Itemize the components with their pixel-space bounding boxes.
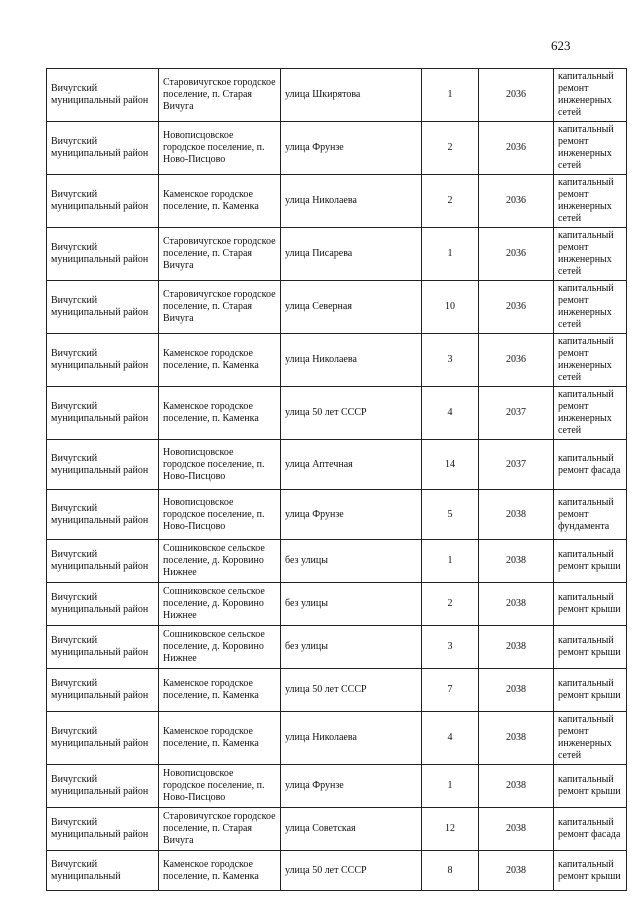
settlement-cell: Новописцовское городское поселение, п. Ново-Писцово [159, 490, 281, 540]
settlement-cell: Старовичугское городское поселение, п. Старая Вичуга [159, 808, 281, 851]
work-type-cell: капитальный ремонт инженерных сетей [554, 175, 627, 228]
table-row [47, 626, 627, 669]
work-type-cell: капитальный ремонт инженерных сетей [554, 228, 627, 281]
table-row [47, 808, 627, 851]
settlement-cell: Сошниковское сельское поселение, д. Коровино Нижнее [159, 540, 281, 583]
street-cell: улица Аптечная [281, 440, 422, 490]
settlement-cell: Каменское городское поселение, п. Каменка [159, 175, 281, 228]
settlement-cell: Каменское городское поселение, п. Каменка [159, 387, 281, 440]
work-type-cell: капитальный ремонт инженерных сетей [554, 712, 627, 765]
street-cell: улица Северная [281, 281, 422, 334]
house-number-cell: 10 [422, 281, 479, 334]
year-cell: 2036 [479, 122, 554, 175]
street-cell: улица Николаева [281, 712, 422, 765]
year-cell: 2038 [479, 540, 554, 583]
district-cell: Вичугский муниципальный район [47, 122, 159, 175]
house-number-cell: 1 [422, 540, 479, 583]
year-cell: 2038 [479, 712, 554, 765]
street-cell: улица Фрунзе [281, 490, 422, 540]
house-number-cell: 1 [422, 765, 479, 808]
house-number-cell: 1 [422, 228, 479, 281]
house-number-cell: 2 [422, 175, 479, 228]
table-row [47, 765, 627, 808]
year-cell: 2038 [479, 583, 554, 626]
street-cell: улица 50 лет СССР [281, 669, 422, 712]
page-number: 623 [551, 38, 571, 53]
table-row [47, 175, 627, 228]
district-cell: Вичугский муниципальный район [47, 281, 159, 334]
street-cell: улица 50 лет СССР [281, 387, 422, 440]
house-number-cell: 5 [422, 490, 479, 540]
work-type-cell: капитальный ремонт крыши [554, 851, 627, 891]
table-row [47, 228, 627, 281]
settlement-cell: Старовичугское городское поселение, п. Старая Вичуга [159, 228, 281, 281]
house-number-cell: 3 [422, 334, 479, 387]
year-cell: 2038 [479, 765, 554, 808]
work-type-cell: капитальный ремонт инженерных сетей [554, 281, 627, 334]
year-cell: 2038 [479, 851, 554, 891]
settlement-cell: Каменское городское поселение, п. Каменка [159, 334, 281, 387]
year-cell: 2038 [479, 626, 554, 669]
table-row [47, 334, 627, 387]
settlement-cell: Сошниковское сельское поселение, д. Коровино Нижнее [159, 626, 281, 669]
year-cell: 2037 [479, 440, 554, 490]
year-cell: 2037 [479, 387, 554, 440]
settlement-cell: Сошниковское сельское поселение, д. Коровино Нижнее [159, 583, 281, 626]
district-cell: Вичугский муниципальный район [47, 669, 159, 712]
table-row [47, 583, 627, 626]
housing-repair-table [46, 68, 627, 891]
settlement-cell: Каменское городское поселение, п. Каменка [159, 851, 281, 891]
house-number-cell: 4 [422, 712, 479, 765]
district-cell: Вичугский муниципальный [47, 851, 159, 891]
street-cell: улица Писарева [281, 228, 422, 281]
work-type-cell: капитальный ремонт фасада [554, 808, 627, 851]
table-row [47, 69, 627, 122]
house-number-cell: 1 [422, 69, 479, 122]
work-type-cell: капитальный ремонт фундамента [554, 490, 627, 540]
street-cell: улица Николаева [281, 175, 422, 228]
house-number-cell: 4 [422, 387, 479, 440]
table-row [47, 122, 627, 175]
year-cell: 2036 [479, 175, 554, 228]
settlement-cell: Каменское городское поселение, п. Каменка [159, 712, 281, 765]
table-row [47, 540, 627, 583]
house-number-cell: 3 [422, 626, 479, 669]
district-cell: Вичугский муниципальный район [47, 490, 159, 540]
district-cell: Вичугский муниципальный район [47, 808, 159, 851]
work-type-cell: капитальный ремонт крыши [554, 765, 627, 808]
table-row [47, 387, 627, 440]
settlement-cell: Старовичугское городское поселение, п. Старая Вичуга [159, 69, 281, 122]
district-cell: Вичугский муниципальный район [47, 540, 159, 583]
table-row [47, 281, 627, 334]
street-cell: улица Фрунзе [281, 122, 422, 175]
street-cell: без улицы [281, 626, 422, 669]
table-body [47, 69, 627, 891]
year-cell: 2038 [479, 669, 554, 712]
year-cell: 2036 [479, 69, 554, 122]
work-type-cell: капитальный ремонт инженерных сетей [554, 122, 627, 175]
district-cell: Вичугский муниципальный район [47, 69, 159, 122]
settlement-cell: Новописцовское городское поселение, п. Ново-Писцово [159, 440, 281, 490]
district-cell: Вичугский муниципальный район [47, 765, 159, 808]
work-type-cell: капитальный ремонт инженерных сетей [554, 69, 627, 122]
work-type-cell: капитальный ремонт инженерных сетей [554, 387, 627, 440]
house-number-cell: 12 [422, 808, 479, 851]
district-cell: Вичугский муниципальный район [47, 583, 159, 626]
district-cell: Вичугский муниципальный район [47, 334, 159, 387]
street-cell: улица Советская [281, 808, 422, 851]
table-row [47, 440, 627, 490]
district-cell: Вичугский муниципальный район [47, 175, 159, 228]
work-type-cell: капитальный ремонт крыши [554, 540, 627, 583]
district-cell: Вичугский муниципальный район [47, 387, 159, 440]
district-cell: Вичугский муниципальный район [47, 712, 159, 765]
house-number-cell: 8 [422, 851, 479, 891]
district-cell: Вичугский муниципальный район [47, 626, 159, 669]
street-cell: без улицы [281, 583, 422, 626]
work-type-cell: капитальный ремонт крыши [554, 626, 627, 669]
settlement-cell: Новописцовское городское поселение, п. Ново-Писцово [159, 122, 281, 175]
district-cell: Вичугский муниципальный район [47, 228, 159, 281]
house-number-cell: 14 [422, 440, 479, 490]
street-cell: улица Фрунзе [281, 765, 422, 808]
work-type-cell: капитальный ремонт фасада [554, 440, 627, 490]
district-cell: Вичугский муниципальный район [47, 440, 159, 490]
street-cell: улица Шкирятова [281, 69, 422, 122]
house-number-cell: 2 [422, 583, 479, 626]
table-row [47, 490, 627, 540]
year-cell: 2036 [479, 281, 554, 334]
house-number-cell: 7 [422, 669, 479, 712]
work-type-cell: капитальный ремонт инженерных сетей [554, 334, 627, 387]
settlement-cell: Старовичугское городское поселение, п. Старая Вичуга [159, 281, 281, 334]
table-row [47, 712, 627, 765]
house-number-cell: 2 [422, 122, 479, 175]
table-row [47, 851, 627, 891]
settlement-cell: Каменское городское поселение, п. Каменка [159, 669, 281, 712]
table-row [47, 669, 627, 712]
work-type-cell: капитальный ремонт крыши [554, 669, 627, 712]
year-cell: 2038 [479, 490, 554, 540]
work-type-cell: капитальный ремонт крыши [554, 583, 627, 626]
street-cell: улица 50 лет СССР [281, 851, 422, 891]
year-cell: 2038 [479, 808, 554, 851]
street-cell: без улицы [281, 540, 422, 583]
year-cell: 2036 [479, 228, 554, 281]
year-cell: 2036 [479, 334, 554, 387]
street-cell: улица Николаева [281, 334, 422, 387]
settlement-cell: Новописцовское городское поселение, п. Ново-Писцово [159, 765, 281, 808]
